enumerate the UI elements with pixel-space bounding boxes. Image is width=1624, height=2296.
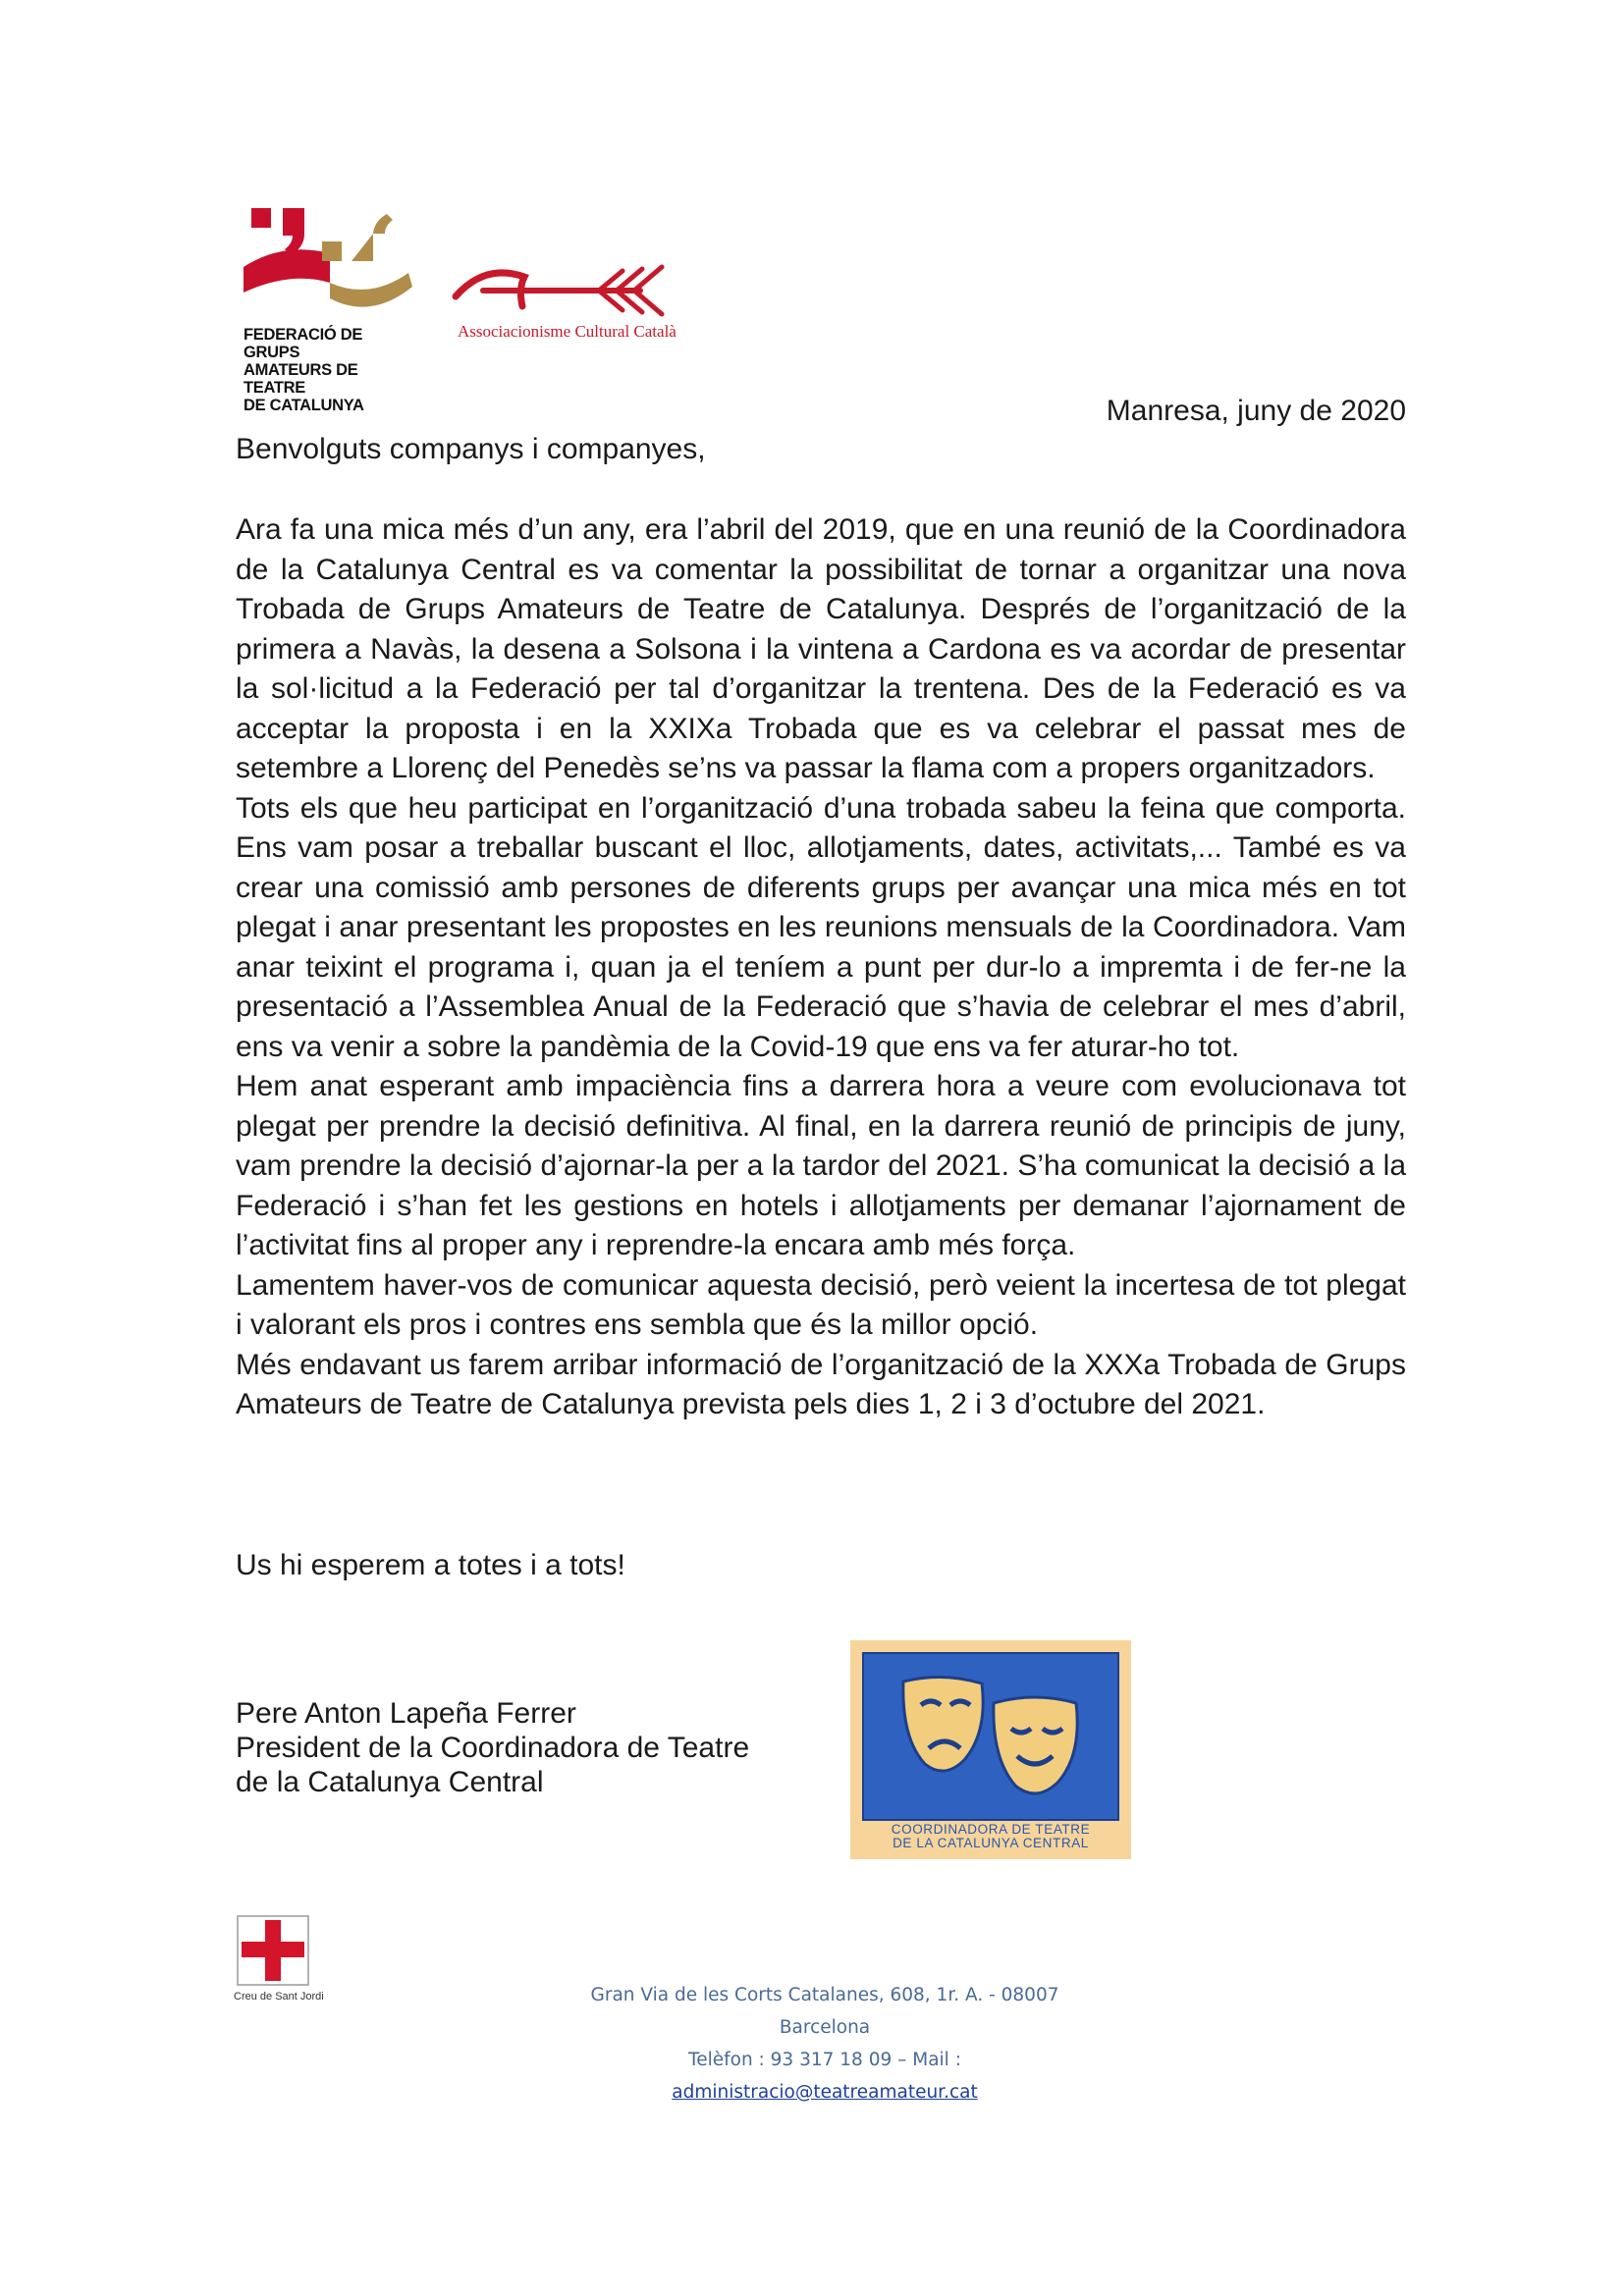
coordinadora-logo-frame — [862, 1652, 1119, 1821]
coordinadora-logo-text: COORDINADORA DE TEATRE DE LA CATALUNYA CENTRAL — [891, 1822, 1091, 1850]
letter-body — [236, 510, 1406, 1425]
associacionisme-logo-mark-icon — [450, 253, 685, 318]
letter-greeting: Benvolguts companys i companyes, — [236, 433, 706, 465]
federacio-logo-mark-icon — [242, 204, 418, 322]
footer-address: Gran Via de les Corts Catalanes, 608, 1r. A. - 08007 Barcelona — [590, 1985, 1059, 2038]
creu-sant-jordi-label: Creu de Sant Jordi — [234, 1991, 324, 2002]
footer-email-link[interactable]: administracio@teatreamateur.cat — [672, 2082, 978, 2103]
footer-phone: Telèfon : 93 317 18 09 – Mail : — [688, 2050, 961, 2070]
letter-paragraph: Ara fa una mica més d’un any, era l’abril del 2019, que en una reunió de la Coordinadora de la Catalunya Central es va comentar la possibilitat de tornar a organitzar una nova Trobada de Grups Amateurs de Teatre de Catalunya. Després de l’organització de la primera a Navàs, la desena a Solsona i la vintena a Cardona es va acordar de presentar la sol·licitud a la Federació per tal d’organitzar la trentena. Des de la Federació es va acceptar la proposta i en la XXIXa Trobada que es va celebrar el passat mes de setembre a Llorenç del Penedès se’ns va passar la flama com a propers organitzadors. — [236, 513, 1406, 784]
letter-paragraph: Hem anat esperant amb impaciència fins a darrera hora a veure com evolucionava tot plegat per prendre la decisió definitiva. Al final, en la darrera reunió de principis de juny, vam prendre la decisió d’ajornar-la per a la tardor del 2021. S’ha comunicat la decisió a la Federació i s’han fet les gestions en hotels i allotjaments per demanar l’ajornament de l’activitat fins al proper any i reprendre-la encara amb més força. — [236, 1070, 1406, 1261]
federacio-logo-text: FEDERACIÓ DE GRUPS AMATEURS DE TEATRE DE CATALUNYA — [244, 326, 364, 414]
coordinadora-logo — [850, 1640, 1131, 1859]
letter-paragraph: Més endavant us farem arribar informació de l’organització de la XXXa Trobada de Grups Amateurs de Teatre de Catalunya prevista pels dies 1, 2 i 3 d’octubre del 2021. — [236, 1348, 1406, 1420]
creu-sant-jordi-logo — [234, 1912, 342, 2010]
associacionisme-logo — [450, 253, 685, 342]
letter-paragraph: Lamentem haver-vos de comunicar aquesta decisió, però veient la incertesa de tot plegat i valorant els pros i contres ens sembla que és la millor opció. — [236, 1268, 1406, 1341]
letter-paragraph: Tots els que heu participat en l’organització d’una trobada sabeu la feina que comporta. Ens vam posar a treballar buscant el lloc, allotjaments, dates, activitats,... També es va crear una comissió amb persones de diferents grups per avançar una mica més en tot plegat i anar presentant les propostes en les reunions mensuals de la Coordinadora. Vam anar teixint el programa i, quan ja el teníem a punt per dur-lo a impremta i de fer-ne la presentació a l’Assemblea Anual de la Federació que s’havia de celebrar el mes d’abril, ens va venir a sobre la pandèmia de la Covid-19 que ens va fer aturar-ho tot. — [236, 791, 1406, 1063]
signature-name: Pere Anton Lapeña Ferrer — [236, 1697, 576, 1730]
signature-title-line2: de la Catalunya Central — [236, 1766, 544, 1798]
associacionisme-logo-text: Associacionisme Cultural Català — [458, 322, 677, 341]
theatre-masks-icon — [864, 1654, 1117, 1819]
federacio-logo — [242, 204, 418, 414]
letter-date: Manresa, juny de 2020 — [1106, 395, 1406, 427]
signature-title-line1: President de la Coordinadora de Teatre — [236, 1732, 750, 1764]
footer — [550, 1979, 1100, 2109]
letter-closing: Us hi esperem a totes i a tots! — [236, 1549, 625, 1581]
signature-block — [236, 1696, 749, 1799]
red-cross-icon — [234, 1912, 312, 1989]
footer-contact — [550, 2044, 1100, 2109]
